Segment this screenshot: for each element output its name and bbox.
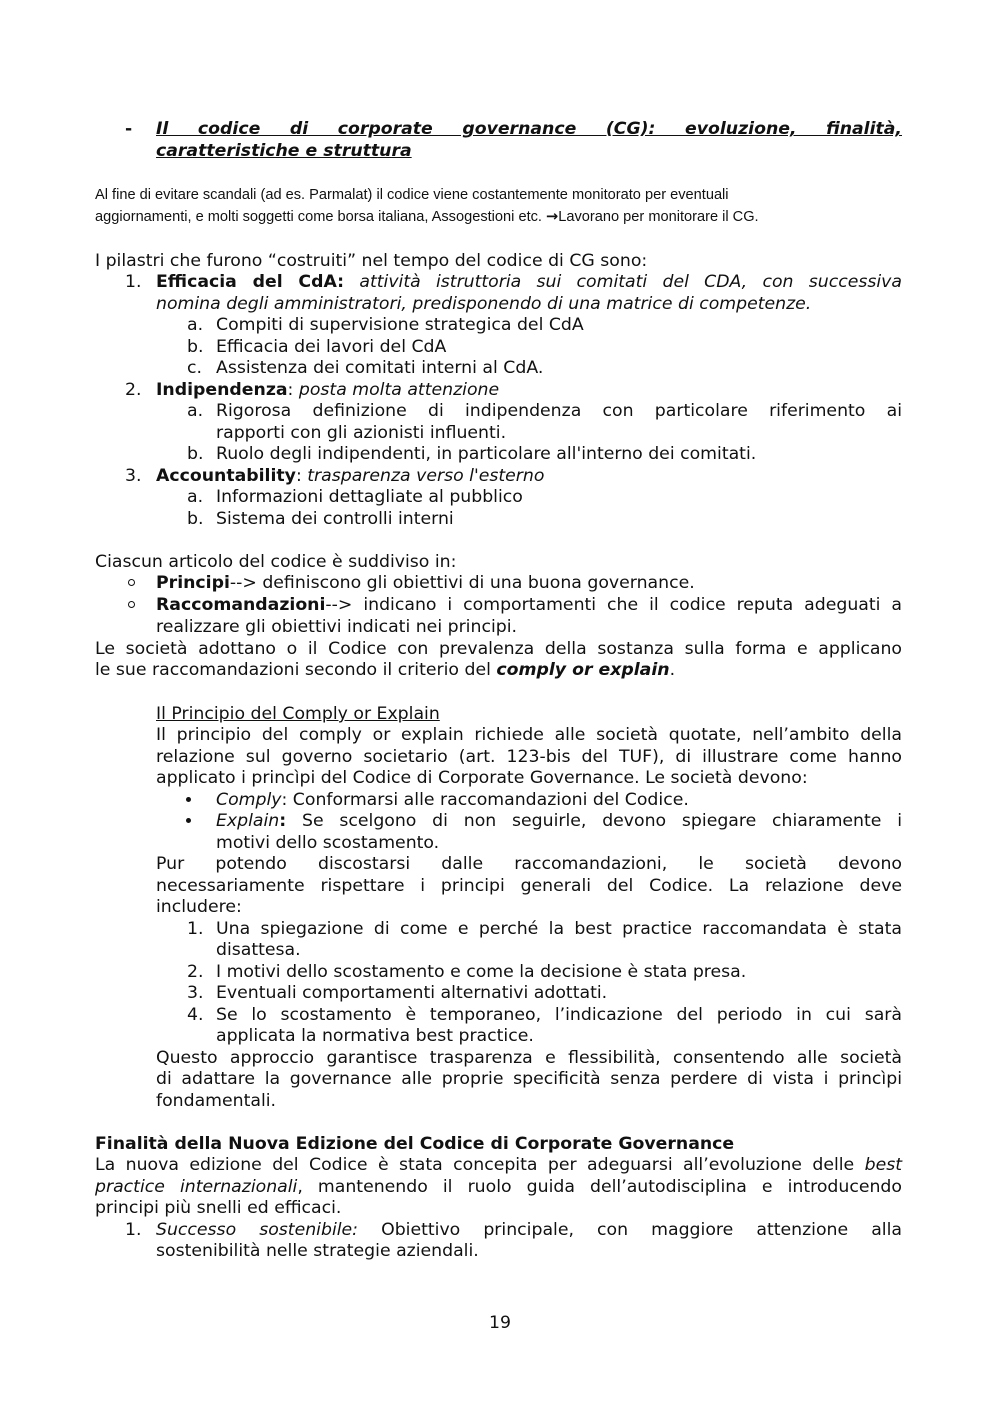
finalita-best-term: best xyxy=(864,1155,902,1175)
articles-intro: Ciascun articolo del codice è suddiviso in: xyxy=(95,552,457,572)
comply-term: Comply xyxy=(216,790,282,810)
finalita-line-2 xyxy=(95,1177,902,1198)
requirement-3: Eventuali comportamenti alternativi adottati. xyxy=(216,983,608,1003)
pillar-1-desc: attività istruttoria sui comitati del CDA, con successiva xyxy=(359,272,902,292)
finalita-item-1-number: 1. xyxy=(125,1220,142,1240)
requirement-1-line-1: Una spiegazione di come e perché la best practice raccomandata è stata xyxy=(216,919,902,939)
pillar-3-title: Accountability xyxy=(156,466,296,486)
pillar-2-item-a-line-2: rapporti con gli azionisti influenti. xyxy=(216,423,507,443)
principi-text: --> definiscono gli obiettivi di una buona governance. xyxy=(229,573,695,593)
comply-p3-line-3: fondamentali. xyxy=(156,1091,277,1111)
page-number: 19 xyxy=(489,1313,511,1333)
requirement-3-number: 3. xyxy=(187,983,204,1003)
pillar-1-item-b-mark: b. xyxy=(187,337,204,357)
comply-p1-line-2: relazione sul governo societario (art. 123-bis del TUF), di illustrare come hanno xyxy=(156,747,902,767)
finalita-line-2-text: , mantenendo il ruolo guida dell’autodisciplina e introducendo xyxy=(297,1177,902,1197)
racc-title: Raccomandazioni xyxy=(156,595,326,615)
comply-p3-line-2: di adattare la governance alle proprie specificità senza perdere di vista i princìpi xyxy=(156,1069,902,1089)
finalita-item-1-text: Obiettivo principale, con maggiore attenzione alla xyxy=(358,1220,902,1240)
requirement-2: I motivi dello scostamento e come la decisione è stata presa. xyxy=(216,962,747,982)
finalita-item-1-line-1 xyxy=(156,1220,902,1241)
comply-or-explain-term: comply or explain xyxy=(496,660,670,680)
pillar-3-line xyxy=(156,466,544,487)
racc-line-2: realizzare gli obiettivi indicati nei principi. xyxy=(156,617,518,637)
comply-p1-line-1: Il principio del comply or explain richiede alle società quotate, nell’ambito della xyxy=(156,725,902,745)
pillar-3-item-a: Informazioni dettagliate al pubblico xyxy=(216,487,523,507)
section-heading-line-1: Il codice di corporate governance (CG): evoluzione, finalità, xyxy=(156,119,902,139)
pillar-1-item-b: Efficacia dei lavori del CdA xyxy=(216,337,447,357)
finalita-line-3: principi più snelli ed efficaci. xyxy=(95,1198,342,1218)
pillar-3-item-b: Sistema dei controlli interni xyxy=(216,509,454,529)
requirement-1-line-2: disattesa. xyxy=(216,940,301,960)
pillars-intro: I pilastri che furono “costruiti” nel tempo del codice di CG sono: xyxy=(95,251,648,271)
finalita-item-1-line-2: sostenibilità nelle strategie aziendali. xyxy=(156,1241,479,1261)
pillar-1-number: 1. xyxy=(125,272,142,292)
pillar-3-number: 3. xyxy=(125,466,142,486)
pillar-2-item-b: Ruolo degli indipendenti, in particolare all'interno dei comitati. xyxy=(216,444,757,464)
principi-title: Principi xyxy=(156,573,230,593)
comply-bullet-2-line-2: motivi dello scostamento. xyxy=(216,833,440,853)
comply-p3-line-1: Questo approccio garantisce trasparenza e flessibilità, consentendo alle società xyxy=(156,1048,902,1068)
pillar-3-item-b-mark: b. xyxy=(187,509,204,529)
successo-sostenibile-term: Successo sostenibile: xyxy=(156,1220,358,1240)
pillar-1-item-c: Assistenza dei comitati interni al CdA. xyxy=(216,358,544,378)
pillar-2-number: 2. xyxy=(125,380,142,400)
circle-bullet-icon xyxy=(128,579,135,586)
comply-p2-line-3: includere: xyxy=(156,897,242,917)
bullet-icon xyxy=(186,818,191,823)
racc-text: --> indicano i comportamenti che il codice reputa adeguati a xyxy=(325,595,902,615)
requirement-4-line-1: Se lo scostamento è temporaneo, l’indicazione del periodo in cui sarà xyxy=(216,1005,902,1025)
comply-bullet-2-text: Se scelgono di non seguirle, devono spiegare chiaramente i xyxy=(286,811,902,831)
pillar-2-item-b-mark: b. xyxy=(187,444,204,464)
pillar-3-desc: trasparenza verso l'esterno xyxy=(307,466,545,486)
note-line-2-text: aggiornamenti, e molti soggetti come borsa italiana, Assogestioni etc. xyxy=(95,209,547,225)
pillar-1-item-a-mark: a. xyxy=(187,315,204,335)
pillar-1-title: Efficacia del CdA: xyxy=(156,272,345,292)
pillar-2-sep: : xyxy=(287,380,299,400)
pillar-1-line-2: nomina degli amministratori, predisponendo di una matrice di competenze. xyxy=(156,294,812,314)
pillar-2-title: Indipendenza xyxy=(156,380,288,400)
pillar-1-line-1 xyxy=(156,272,902,293)
adoption-line-2 xyxy=(95,660,675,681)
arrow-right-icon: → xyxy=(546,208,559,225)
adoption-period: . xyxy=(669,660,676,680)
pillar-2-item-a-line-1: Rigorosa definizione di indipendenza con particolare riferimento ai xyxy=(216,401,902,421)
racc-line-1 xyxy=(156,595,902,616)
requirement-1-number: 1. xyxy=(187,919,204,939)
pillar-2-line xyxy=(156,380,499,401)
explain-colon: : xyxy=(279,811,287,831)
heading-dash: - xyxy=(125,119,133,139)
principi-line xyxy=(156,573,695,594)
comply-p1-line-3: applicato i princìpi del Codice di Corporate Governance. Le società devono: xyxy=(156,768,808,788)
circle-bullet-icon xyxy=(128,601,135,608)
section-heading-line-2: caratteristiche e struttura xyxy=(156,141,412,161)
requirement-4-line-2: applicata la normativa best practice. xyxy=(216,1026,534,1046)
note-line-2-end: Lavorano per monitorare il CG. xyxy=(558,209,759,225)
comply-p2-line-1: Pur potendo discostarsi dalle raccomandazioni, le società devono xyxy=(156,854,902,874)
requirement-4-number: 4. xyxy=(187,1005,204,1025)
pillar-1-item-c-mark: c. xyxy=(187,358,202,378)
finalita-line-1 xyxy=(95,1155,902,1176)
finalita-practice-term: practice internazionali xyxy=(95,1177,298,1197)
explain-term: Explain xyxy=(216,811,280,831)
pillar-1-item-a: Compiti di supervisione strategica del CdA xyxy=(216,315,584,335)
adoption-text: le sue raccomandazioni secondo il criterio del xyxy=(95,660,497,680)
comply-bullet-2-line-1 xyxy=(216,811,902,832)
adoption-line-1: Le società adottano o il Codice con prevalenza della sostanza sulla forma e applicano xyxy=(95,639,902,659)
finalita-line-1-text: La nuova edizione del Codice è stata concepita per adeguarsi all’evoluzione delle xyxy=(95,1155,865,1175)
comply-bullet-1-text: : Conformarsi alle raccomandazioni del Codice. xyxy=(281,790,689,810)
comply-p2-line-2: necessariamente rispettare i principi generali del Codice. La relazione deve xyxy=(156,876,902,896)
pillar-3-item-a-mark: a. xyxy=(187,487,204,507)
note-line-2 xyxy=(95,206,759,229)
pillar-2-desc: posta molta attenzione xyxy=(298,380,500,400)
note-line-1: Al fine di evitare scandali (ad es. Parmalat) il codice viene costantemente monitorato per eventuali xyxy=(95,187,729,203)
bullet-icon xyxy=(186,797,191,802)
comply-title: Il Principio del Comply or Explain xyxy=(156,704,440,724)
pillar-3-sep: : xyxy=(295,466,308,486)
finalita-heading: Finalità della Nuova Edizione del Codice di Corporate Governance xyxy=(95,1134,735,1154)
requirement-2-number: 2. xyxy=(187,962,204,982)
comply-bullet-1 xyxy=(216,790,689,811)
pillar-2-item-a-mark: a. xyxy=(187,401,204,421)
